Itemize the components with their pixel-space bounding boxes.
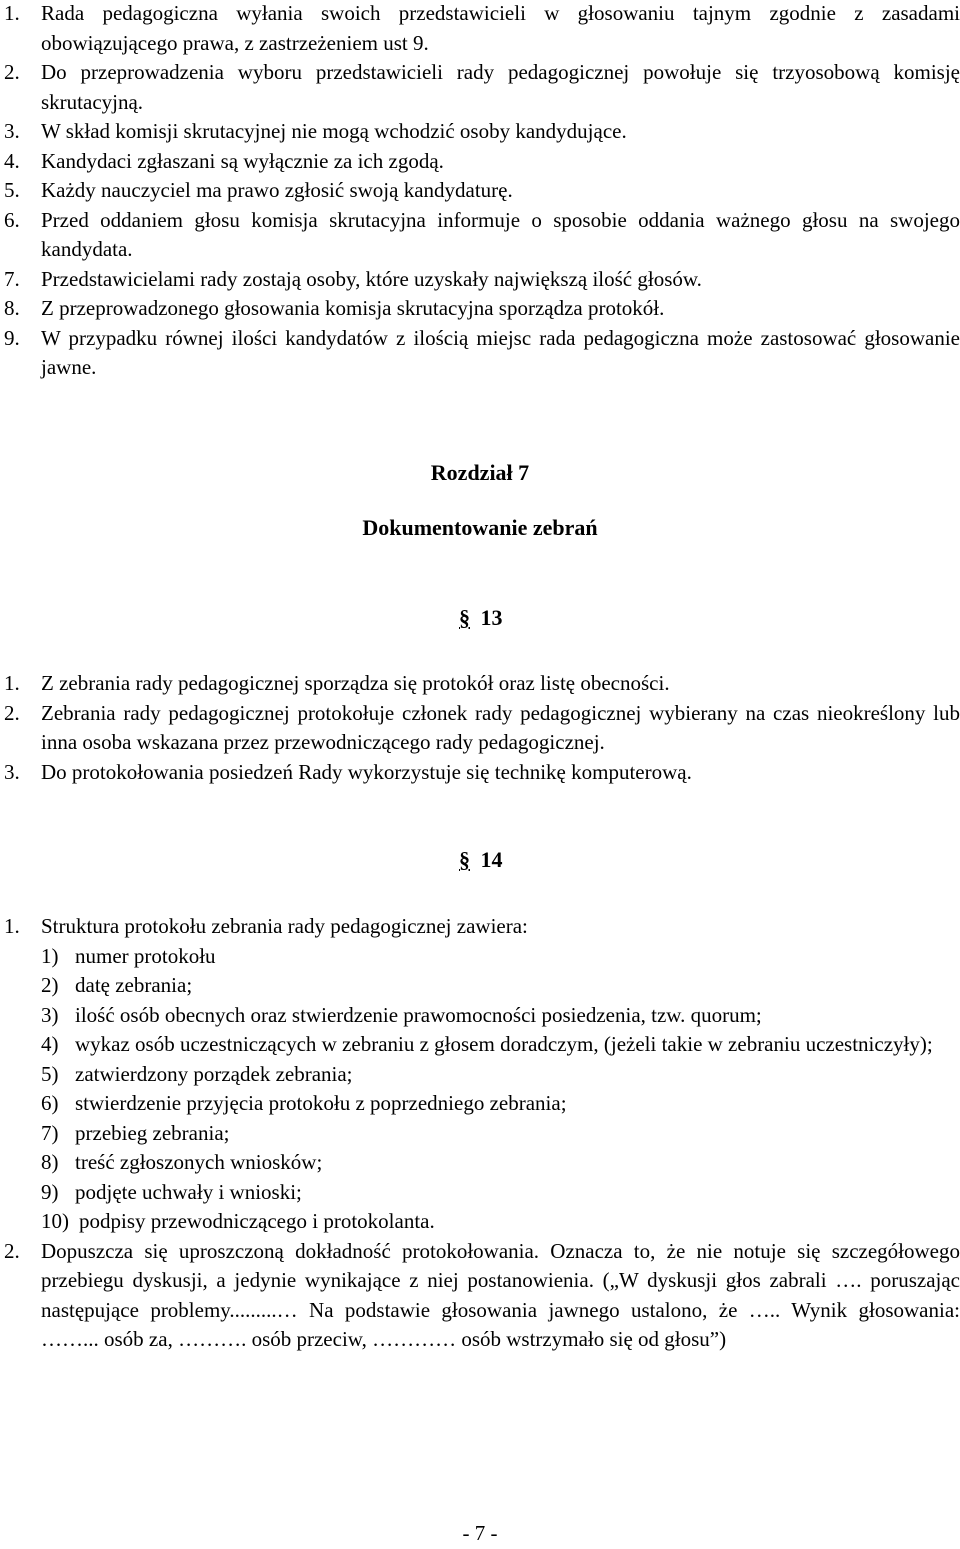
section-sign: § bbox=[459, 847, 470, 872]
paragraph-13-list bbox=[4, 669, 960, 787]
sub-item-text: datę zebrania; bbox=[75, 973, 193, 997]
item-number: 2. bbox=[4, 60, 20, 84]
item-number: 3. bbox=[4, 119, 20, 143]
sub-item-number: 4) bbox=[41, 1032, 59, 1056]
list-item bbox=[4, 699, 960, 758]
sub-list-item bbox=[41, 1060, 960, 1090]
list-item bbox=[4, 206, 960, 265]
paragraph-number: 14 bbox=[480, 847, 503, 872]
list-item bbox=[4, 1237, 960, 1355]
item-number: 6. bbox=[4, 207, 20, 232]
item-number: 3. bbox=[4, 759, 20, 784]
list-item bbox=[4, 265, 960, 295]
sub-item-number: 1) bbox=[41, 943, 59, 968]
sub-item-number: 6) bbox=[41, 1091, 59, 1115]
paragraph-14-list bbox=[4, 912, 960, 1355]
item-number: 1. bbox=[4, 671, 20, 695]
item-number: 1. bbox=[4, 1, 20, 25]
sub-item-text: wykaz osób uczestniczących w zebraniu z głosem doradczym, (jeżeli takie w zebraniu uczestniczyły); bbox=[75, 1032, 933, 1056]
sub-item-number: 5) bbox=[41, 1061, 59, 1086]
list-item bbox=[4, 147, 960, 177]
sub-item-text: ilość osób obecnych oraz stwierdzenie prawomocności posiedzenia, tzw. quorum; bbox=[75, 1002, 762, 1027]
sub-item-number: 7) bbox=[41, 1120, 59, 1145]
sub-item-number: 2) bbox=[41, 973, 59, 997]
sub-item-number: 3) bbox=[41, 1002, 59, 1027]
sub-list-item bbox=[41, 1207, 960, 1237]
sub-item-text: podjęte uchwały i wnioski; bbox=[75, 1179, 302, 1204]
page-number: - 7 - bbox=[462, 1521, 498, 1545]
protocol-structure-list bbox=[41, 942, 960, 1237]
item-number: 4. bbox=[4, 148, 20, 173]
item-text: Z zebrania rady pedagogicznej sporządza się protokół oraz listę obecności. bbox=[41, 671, 670, 695]
item-number: 1. bbox=[4, 914, 20, 938]
sub-item-text: podpisy przewodniczącego i protokolanta. bbox=[79, 1209, 435, 1233]
section-sign: § bbox=[459, 605, 470, 630]
sub-list-item bbox=[41, 1001, 960, 1031]
list-item bbox=[4, 176, 960, 206]
list-item bbox=[4, 758, 960, 788]
item-text: Przedstawicielami rady zostają osoby, które uzyskały największą ilość głosów. bbox=[41, 266, 702, 291]
item-number: 7. bbox=[4, 266, 20, 291]
item-text: Dopuszcza się uproszczoną dokładność protokołowania. Oznacza to, że nie notuje się szczegółowego przebiegu dyskusji, a jedynie wynikające z niej postanowienia. („W dyskusji głos zabrali …. poruszając następujące problemy.........… Na podstawie głosowania jawnego ustalono, że ….. Wynik głosowania: ……... osób za, ………. osób przeciw, ………… osób wstrzymało się od głosu”) bbox=[41, 1238, 960, 1351]
list-item bbox=[4, 294, 960, 324]
sub-item-text: przebieg zebrania; bbox=[75, 1120, 230, 1145]
sub-item-text: numer protokołu bbox=[75, 943, 216, 968]
paragraph-13-heading bbox=[459, 603, 503, 633]
sub-list-item bbox=[41, 971, 960, 1001]
item-text: Struktura protokołu zebrania rady pedagogicznej zawiera: bbox=[41, 914, 528, 938]
item-text: Do protokołowania posiedzeń Rady wykorzystuje się technikę komputerową. bbox=[41, 759, 692, 784]
item-text: Każdy nauczyciel ma prawo zgłosić swoją kandydaturę. bbox=[41, 178, 513, 202]
item-number: 5. bbox=[4, 178, 20, 202]
item-text: W przypadku równej ilości kandydatów z ilością miejsc rada pedagogiczna może zastosować głosowanie jawne. bbox=[41, 325, 960, 379]
sub-item-text: stwierdzenie przyjęcia protokołu z poprzedniego zebrania; bbox=[75, 1091, 567, 1115]
sub-item-text: treść zgłoszonych wniosków; bbox=[75, 1150, 323, 1174]
item-number: 2. bbox=[4, 700, 20, 725]
item-text: Do przeprowadzenia wyboru przedstawicieli rady pedagogicznej powołuje się trzyosobową komisję skrutacyjną. bbox=[41, 60, 960, 114]
item-text: W skład komisji skrutacyjnej nie mogą wchodzić osoby kandydujące. bbox=[41, 119, 627, 143]
list-item bbox=[4, 58, 960, 117]
item-number: 8. bbox=[4, 296, 20, 320]
list-item bbox=[4, 912, 960, 1237]
item-text: Przed oddaniem głosu komisja skrutacyjna informuje o sposobie oddania ważnego głosu na swojego kandydata. bbox=[41, 207, 960, 261]
chapter-label: Rozdział 7 bbox=[430, 460, 530, 485]
item-number: 2. bbox=[4, 1238, 20, 1263]
list-item bbox=[4, 0, 960, 58]
chapter-title: Dokumentowanie zebrań bbox=[362, 515, 598, 540]
sub-list-item bbox=[41, 942, 960, 972]
paragraph-number: 13 bbox=[480, 605, 503, 630]
item-text: Zebrania rady pedagogicznej protokołuje członek rady pedagogicznej wybierany na czas nieokreślony lub inna osoba wskazana przez przewodniczącego rady pedagogicznej. bbox=[41, 700, 960, 754]
sub-item-number: 8) bbox=[41, 1150, 59, 1174]
list-item bbox=[4, 117, 960, 147]
item-text: Z przeprowadzonego głosowania komisja skrutacyjna sporządza protokół. bbox=[41, 296, 665, 320]
list-item bbox=[4, 669, 960, 699]
paragraph-14-heading bbox=[459, 845, 503, 875]
sub-list-item bbox=[41, 1178, 960, 1208]
sub-list-item bbox=[41, 1148, 960, 1178]
sub-item-number: 9) bbox=[41, 1179, 59, 1204]
item-text: Rada pedagogiczna wyłania swoich przedstawicieli w głosowaniu tajnym zgodnie z zasadami obowiązującego prawa, z zastrzeżeniem ust 9. bbox=[41, 1, 960, 55]
sub-item-text: zatwierdzony porządek zebrania; bbox=[75, 1061, 353, 1086]
sub-list-item bbox=[41, 1030, 960, 1060]
item-body bbox=[41, 912, 960, 1237]
election-rules-list bbox=[4, 0, 960, 383]
item-number: 9. bbox=[4, 325, 20, 350]
list-item bbox=[4, 324, 960, 383]
sub-list-item bbox=[41, 1119, 960, 1149]
item-text: Kandydaci zgłaszani są wyłącznie za ich zgodą. bbox=[41, 148, 444, 173]
sub-list-item bbox=[41, 1089, 960, 1119]
sub-item-number: 10) bbox=[41, 1209, 69, 1233]
